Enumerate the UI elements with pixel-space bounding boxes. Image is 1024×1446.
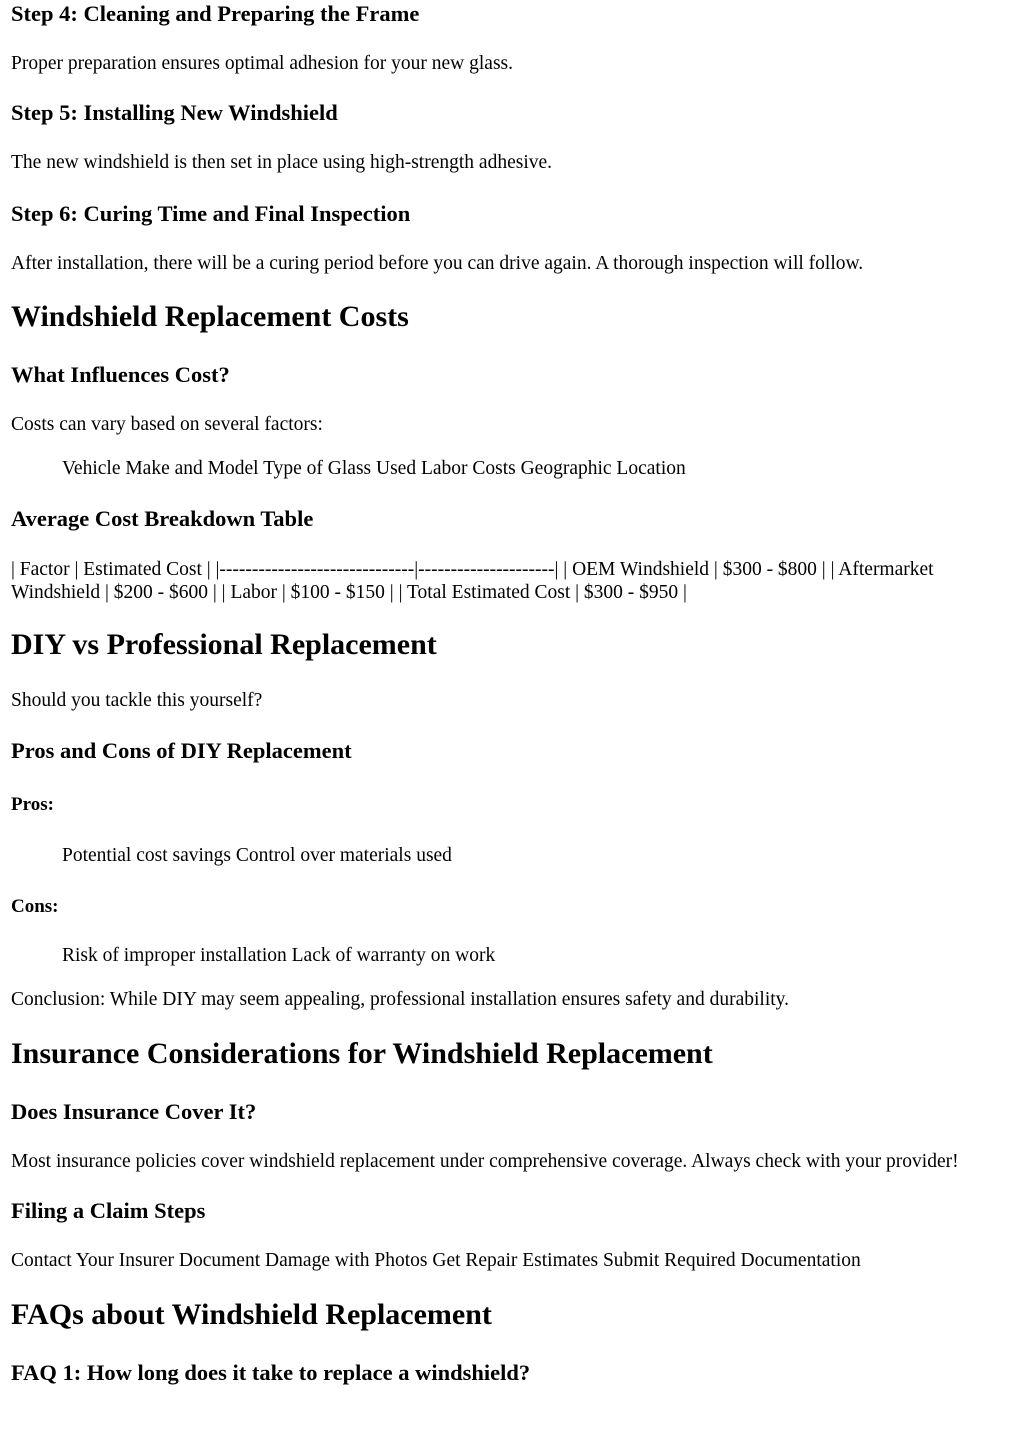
- influences-intro: Costs can vary based on several factors:: [11, 414, 323, 435]
- step5-text: The new windshield is then set in place using high-strength adhesive.: [11, 152, 553, 173]
- pros-cons-heading: Pros and Cons of DIY Replacement: [11, 738, 352, 763]
- diy-heading: DIY vs Professional Replacement: [11, 628, 437, 661]
- step4-heading: Step 4: Cleaning and Preparing the Frame: [11, 1, 420, 26]
- faq1-question: FAQ 1: How long does it take to replace a windshield?: [11, 1360, 531, 1385]
- pros-list: Potential cost savings Control over materials used: [62, 845, 452, 866]
- claim-steps-list: Contact Your Insurer Document Damage with Photos Get Repair Estimates Submit Required Documentation: [11, 1250, 861, 1271]
- insurance-cover-text: Most insurance policies cover windshield replacement under comprehensive coverage. Always check with your provider!: [11, 1151, 959, 1172]
- step6-text: After installation, there will be a curing period before you can drive again. A thorough inspection will follow.: [11, 253, 864, 274]
- faqs-heading: FAQs about Windshield Replacement: [11, 1298, 492, 1331]
- influences-heading: What Influences Cost?: [11, 362, 230, 387]
- cost-table-raw: | Factor | Estimated Cost | |------------------------------|---------------------| | OEM Windshield | $300 - $800 | | Aftermarket Windshield | $200 - $600 | | Labor | $100 - $150 | | Total Estimated Cost | $300 - $950 |: [11, 559, 934, 603]
- insurance-heading: Insurance Considerations for Windshield Replacement: [11, 1037, 713, 1070]
- claim-steps-heading: Filing a Claim Steps: [11, 1198, 206, 1223]
- costs-heading: Windshield Replacement Costs: [11, 300, 409, 333]
- pros-label: Pros:: [11, 794, 54, 815]
- cons-list: Risk of improper installation Lack of warranty on work: [62, 945, 496, 966]
- diy-intro: Should you tackle this yourself?: [11, 690, 263, 711]
- factors-list: Vehicle Make and Model Type of Glass Used Labor Costs Geographic Location: [62, 458, 686, 479]
- step4-text: Proper preparation ensures optimal adhesion for your new glass.: [11, 53, 513, 74]
- cost-table-heading: Average Cost Breakdown Table: [11, 506, 314, 531]
- step5-heading: Step 5: Installing New Windshield: [11, 100, 338, 125]
- step6-heading: Step 6: Curing Time and Final Inspection: [11, 201, 411, 226]
- insurance-cover-heading: Does Insurance Cover It?: [11, 1099, 257, 1124]
- cons-label: Cons:: [11, 896, 59, 917]
- diy-conclusion: Conclusion: While DIY may seem appealing, professional installation ensures safety and durability.: [11, 989, 790, 1010]
